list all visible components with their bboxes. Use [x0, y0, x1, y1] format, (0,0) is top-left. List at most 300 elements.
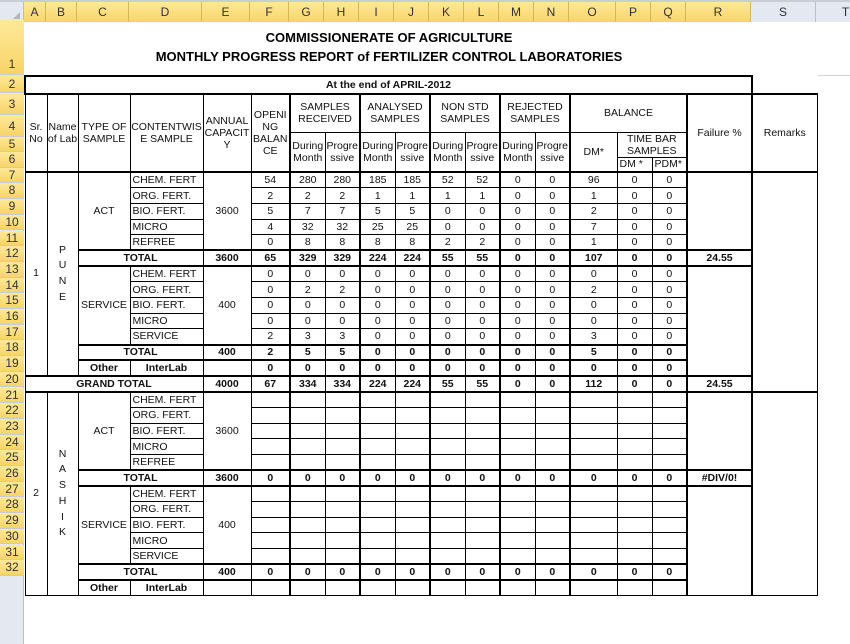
value-cell[interactable]: 0	[617, 203, 652, 219]
value-cell[interactable]: 0	[251, 313, 290, 329]
value-cell[interactable]: 0	[535, 470, 570, 486]
value-cell[interactable]: 25	[360, 219, 395, 235]
value-cell[interactable]	[500, 549, 535, 565]
value-cell[interactable]: 0	[251, 235, 290, 251]
row-header-12[interactable]: 12	[0, 246, 24, 262]
value-cell[interactable]	[652, 549, 687, 565]
value-cell[interactable]: 0	[430, 470, 465, 486]
row-header-26[interactable]: 26	[0, 466, 24, 482]
value-cell[interactable]	[251, 439, 290, 455]
value-cell[interactable]	[500, 392, 535, 408]
value-cell[interactable]: 0	[251, 266, 290, 282]
column-header-a[interactable]: A	[24, 2, 46, 22]
header-type-of-sample[interactable]: TYPE OF SAMPLE	[78, 94, 130, 172]
value-cell[interactable]	[360, 486, 395, 502]
value-cell[interactable]: 1	[395, 188, 430, 204]
value-cell[interactable]	[535, 407, 570, 423]
value-cell[interactable]: 0	[652, 282, 687, 298]
total-capacity[interactable]: 400	[203, 564, 251, 580]
value-cell[interactable]: 0	[652, 313, 687, 329]
grand-total-capacity[interactable]: 4000	[203, 376, 251, 392]
header-time-bar-samples[interactable]: TIME BAR SAMPLES	[617, 132, 687, 157]
value-cell[interactable]: 0	[535, 298, 570, 314]
value-cell[interactable]	[652, 517, 687, 533]
value-cell[interactable]: 5	[325, 345, 360, 361]
value-cell[interactable]: 67	[251, 376, 290, 392]
value-cell[interactable]: 8	[290, 235, 325, 251]
row-header-32[interactable]: 32	[0, 560, 24, 576]
value-cell[interactable]	[395, 423, 430, 439]
value-cell[interactable]	[465, 407, 500, 423]
value-cell[interactable]	[652, 501, 687, 517]
total-capacity[interactable]: 3600	[203, 250, 251, 266]
failure-cell[interactable]	[687, 172, 752, 250]
value-cell[interactable]: 0	[500, 219, 535, 235]
header-progressive[interactable]: Progre ssive	[535, 132, 570, 172]
value-cell[interactable]: 1	[465, 188, 500, 204]
value-cell[interactable]: 0	[325, 470, 360, 486]
value-cell[interactable]: 0	[535, 376, 570, 392]
value-cell[interactable]: 55	[465, 376, 500, 392]
value-cell[interactable]: 0	[430, 298, 465, 314]
value-cell[interactable]	[251, 501, 290, 517]
header-time-bar-dm[interactable]: DM *	[617, 157, 652, 172]
sr-no-cell[interactable]	[25, 172, 47, 376]
value-cell[interactable]	[430, 580, 465, 596]
content-item[interactable]: BIO. FERT.	[130, 517, 203, 533]
grand-total-failure[interactable]: 24.55	[687, 376, 752, 392]
value-cell[interactable]: 0	[652, 266, 687, 282]
value-cell[interactable]	[500, 439, 535, 455]
header-during-month[interactable]: During Month	[290, 132, 325, 172]
value-cell[interactable]: 0	[570, 470, 617, 486]
value-cell[interactable]: 112	[570, 376, 617, 392]
total-capacity[interactable]: 400	[203, 345, 251, 361]
value-cell[interactable]: 1	[570, 188, 617, 204]
header-during-month[interactable]: During Month	[500, 132, 535, 172]
value-cell[interactable]	[325, 533, 360, 549]
value-cell[interactable]: 0	[465, 219, 500, 235]
row-header-16[interactable]: 16	[0, 309, 24, 325]
value-cell[interactable]: 55	[430, 250, 465, 266]
header-balance-dm[interactable]: DM*	[570, 132, 617, 172]
row-header-11[interactable]: 11	[0, 231, 24, 247]
row-header-30[interactable]: 30	[0, 529, 24, 545]
value-cell[interactable]: 0	[535, 219, 570, 235]
value-cell[interactable]: 0	[430, 360, 465, 376]
value-cell[interactable]: 7	[570, 219, 617, 235]
value-cell[interactable]: 0	[617, 329, 652, 345]
value-cell[interactable]: 0	[500, 235, 535, 251]
row-header-31[interactable]: 31	[0, 545, 24, 561]
value-cell[interactable]: 0	[570, 298, 617, 314]
value-cell[interactable]: 0	[325, 298, 360, 314]
header-name-of-lab[interactable]: Name of Lab	[47, 94, 78, 172]
value-cell[interactable]: 0	[570, 360, 617, 376]
value-cell[interactable]	[395, 580, 430, 596]
capacity-service[interactable]: 400	[203, 266, 251, 344]
value-cell[interactable]	[360, 439, 395, 455]
value-cell[interactable]	[500, 407, 535, 423]
value-cell[interactable]: 0	[617, 282, 652, 298]
value-cell[interactable]: 0	[360, 266, 395, 282]
value-cell[interactable]: 0	[360, 329, 395, 345]
value-cell[interactable]	[290, 501, 325, 517]
blank-cell[interactable]	[203, 360, 251, 376]
value-cell[interactable]: 0	[652, 250, 687, 266]
value-cell[interactable]: 0	[465, 266, 500, 282]
value-cell[interactable]: 8	[395, 235, 430, 251]
value-cell[interactable]	[570, 392, 617, 408]
value-cell[interactable]: 0	[500, 266, 535, 282]
value-cell[interactable]: 0	[500, 360, 535, 376]
column-header-g[interactable]: G	[289, 2, 324, 22]
value-cell[interactable]	[535, 392, 570, 408]
value-cell[interactable]: 0	[430, 564, 465, 580]
value-cell[interactable]: 0	[290, 266, 325, 282]
value-cell[interactable]: 1	[430, 188, 465, 204]
value-cell[interactable]: 280	[290, 172, 325, 188]
type-service[interactable]: SERVICE	[78, 266, 130, 344]
value-cell[interactable]	[290, 392, 325, 408]
row-header-22[interactable]: 22	[0, 403, 24, 419]
value-cell[interactable]: 2	[570, 203, 617, 219]
value-cell[interactable]	[465, 533, 500, 549]
value-cell[interactable]	[465, 517, 500, 533]
value-cell[interactable]: 224	[360, 376, 395, 392]
value-cell[interactable]: 0	[617, 376, 652, 392]
value-cell[interactable]	[570, 454, 617, 470]
value-cell[interactable]	[325, 517, 360, 533]
value-cell[interactable]: 3	[325, 329, 360, 345]
row-header-25[interactable]: 25	[0, 450, 24, 466]
interlab-label[interactable]: InterLab	[130, 360, 203, 376]
value-cell[interactable]	[290, 486, 325, 502]
header-annual-capacity[interactable]: ANNUAL CAPACIT Y	[203, 94, 251, 172]
value-cell[interactable]	[465, 392, 500, 408]
value-cell[interactable]: 0	[535, 250, 570, 266]
value-cell[interactable]	[251, 407, 290, 423]
value-cell[interactable]	[652, 423, 687, 439]
column-header-b[interactable]: B	[46, 2, 77, 22]
row-header-5[interactable]: 5	[0, 137, 24, 152]
value-cell[interactable]: 0	[360, 564, 395, 580]
value-cell[interactable]	[395, 407, 430, 423]
value-cell[interactable]	[652, 407, 687, 423]
value-cell[interactable]: 0	[617, 235, 652, 251]
value-cell[interactable]: 0	[360, 313, 395, 329]
value-cell[interactable]	[325, 549, 360, 565]
value-cell[interactable]: 0	[500, 250, 535, 266]
failure-pct-value[interactable]: 24.55	[687, 250, 752, 266]
value-cell[interactable]: 0	[465, 360, 500, 376]
value-cell[interactable]	[570, 501, 617, 517]
value-cell[interactable]: 0	[535, 235, 570, 251]
value-cell[interactable]: 185	[395, 172, 430, 188]
value-cell[interactable]: 2	[251, 329, 290, 345]
content-item[interactable]: SERVICE	[130, 329, 203, 345]
total-label[interactable]: TOTAL	[78, 470, 203, 486]
value-cell[interactable]	[535, 580, 570, 596]
value-cell[interactable]: 52	[465, 172, 500, 188]
value-cell[interactable]	[251, 486, 290, 502]
column-header-e[interactable]: E	[202, 2, 250, 22]
value-cell[interactable]	[325, 580, 360, 596]
value-cell[interactable]: 0	[652, 298, 687, 314]
value-cell[interactable]: 5	[570, 345, 617, 361]
value-cell[interactable]: 0	[251, 360, 290, 376]
value-cell[interactable]: 334	[325, 376, 360, 392]
header-opening-balance[interactable]: OPENI NG BALAN CE	[251, 94, 290, 172]
content-item[interactable]: MICRO	[130, 533, 203, 549]
column-header-q[interactable]: Q	[651, 2, 686, 22]
value-cell[interactable]: 0	[617, 298, 652, 314]
value-cell[interactable]: 0	[465, 282, 500, 298]
row-header-28[interactable]: 28	[0, 497, 24, 513]
value-cell[interactable]: 2	[325, 188, 360, 204]
value-cell[interactable]: 0	[395, 282, 430, 298]
value-cell[interactable]: 0	[617, 360, 652, 376]
value-cell[interactable]: 55	[430, 376, 465, 392]
value-cell[interactable]	[465, 423, 500, 439]
header-remarks[interactable]: Remarks	[752, 94, 817, 172]
value-cell[interactable]: 4	[251, 219, 290, 235]
value-cell[interactable]: 0	[570, 564, 617, 580]
value-cell[interactable]: 224	[395, 250, 430, 266]
value-cell[interactable]: 1	[360, 188, 395, 204]
value-cell[interactable]	[325, 392, 360, 408]
value-cell[interactable]: 0	[290, 298, 325, 314]
column-header-o[interactable]: O	[569, 2, 616, 22]
value-cell[interactable]	[465, 549, 500, 565]
header-non-std-samples[interactable]: NON STD SAMPLES	[430, 94, 500, 132]
value-cell[interactable]: 0	[652, 376, 687, 392]
value-cell[interactable]	[395, 439, 430, 455]
value-cell[interactable]: 334	[290, 376, 325, 392]
value-cell[interactable]: 0	[290, 564, 325, 580]
content-item[interactable]: ORG. FERT.	[130, 407, 203, 423]
value-cell[interactable]: 0	[325, 266, 360, 282]
value-cell[interactable]: 0	[500, 203, 535, 219]
value-cell[interactable]: 0	[465, 298, 500, 314]
value-cell[interactable]: 0	[465, 470, 500, 486]
value-cell[interactable]: 0	[652, 345, 687, 361]
column-header-p[interactable]: P	[616, 2, 651, 22]
row-header-13[interactable]: 13	[0, 262, 24, 278]
header-contentwise-sample[interactable]: CONTENTWIS E SAMPLE	[130, 94, 203, 172]
value-cell[interactable]: 0	[360, 298, 395, 314]
value-cell[interactable]: 0	[652, 235, 687, 251]
value-cell[interactable]: 0	[617, 470, 652, 486]
content-item[interactable]: REFREE	[130, 454, 203, 470]
value-cell[interactable]	[465, 486, 500, 502]
row-header-29[interactable]: 29	[0, 513, 24, 529]
value-cell[interactable]: 65	[251, 250, 290, 266]
value-cell[interactable]: 0	[500, 172, 535, 188]
value-cell[interactable]: 2	[325, 282, 360, 298]
total-label[interactable]: TOTAL	[78, 250, 203, 266]
value-cell[interactable]: 0	[360, 360, 395, 376]
value-cell[interactable]	[535, 533, 570, 549]
value-cell[interactable]: 0	[500, 298, 535, 314]
content-item[interactable]: CHEM. FERT	[130, 172, 203, 188]
row-header-2[interactable]: 2	[0, 75, 24, 93]
value-cell[interactable]: 0	[535, 345, 570, 361]
value-cell[interactable]: 0	[290, 470, 325, 486]
value-cell[interactable]	[652, 580, 687, 596]
value-cell[interactable]: 2	[430, 235, 465, 251]
value-cell[interactable]: 0	[251, 470, 290, 486]
content-item[interactable]: SERVICE	[130, 549, 203, 565]
value-cell[interactable]: 3	[570, 329, 617, 345]
failure-pct-value[interactable]: #DIV/0!	[687, 470, 752, 486]
row-header-20[interactable]: 20	[0, 372, 24, 388]
value-cell[interactable]: 54	[251, 172, 290, 188]
value-cell[interactable]	[290, 454, 325, 470]
column-header-k[interactable]: K	[429, 2, 464, 22]
value-cell[interactable]	[395, 533, 430, 549]
column-header-f[interactable]: F	[250, 2, 289, 22]
value-cell[interactable]: 0	[395, 470, 430, 486]
content-item[interactable]: MICRO	[130, 439, 203, 455]
blank-cell[interactable]	[203, 580, 251, 596]
value-cell[interactable]: 0	[360, 470, 395, 486]
value-cell[interactable]: 0	[395, 298, 430, 314]
value-cell[interactable]: 2	[290, 188, 325, 204]
value-cell[interactable]	[251, 549, 290, 565]
column-header-i[interactable]: I	[359, 2, 394, 22]
value-cell[interactable]: 8	[360, 235, 395, 251]
remarks-cell[interactable]	[752, 392, 817, 596]
value-cell[interactable]	[360, 580, 395, 596]
type-service[interactable]: SERVICE	[78, 486, 130, 564]
value-cell[interactable]: 0	[535, 203, 570, 219]
row-header-21[interactable]: 21	[0, 388, 24, 404]
total-label[interactable]: TOTAL	[78, 345, 203, 361]
value-cell[interactable]	[617, 549, 652, 565]
header-during-month[interactable]: During Month	[360, 132, 395, 172]
column-header-d[interactable]: D	[129, 2, 202, 22]
value-cell[interactable]: 32	[325, 219, 360, 235]
value-cell[interactable]: 0	[652, 470, 687, 486]
value-cell[interactable]	[325, 486, 360, 502]
row-header-24[interactable]: 24	[0, 435, 24, 451]
value-cell[interactable]	[251, 580, 290, 596]
value-cell[interactable]	[465, 580, 500, 596]
column-header-n[interactable]: N	[534, 2, 569, 22]
row-header-8[interactable]: 8	[0, 183, 24, 199]
value-cell[interactable]: 0	[395, 345, 430, 361]
select-all-button[interactable]	[0, 2, 24, 22]
value-cell[interactable]: 0	[617, 172, 652, 188]
value-cell[interactable]	[500, 423, 535, 439]
value-cell[interactable]	[325, 423, 360, 439]
row-header-19[interactable]: 19	[0, 356, 24, 372]
failure-cell[interactable]	[687, 486, 752, 596]
value-cell[interactable]	[465, 454, 500, 470]
header-progressive[interactable]: Progre ssive	[465, 132, 500, 172]
content-item[interactable]: CHEM. FERT	[130, 266, 203, 282]
value-cell[interactable]	[430, 454, 465, 470]
failure-cell[interactable]	[687, 266, 752, 376]
value-cell[interactable]	[430, 407, 465, 423]
interlab-label[interactable]: InterLab	[130, 580, 203, 596]
total-capacity[interactable]: 3600	[203, 470, 251, 486]
header-progressive[interactable]: Progre ssive	[325, 132, 360, 172]
value-cell[interactable]: 0	[535, 360, 570, 376]
period-label[interactable]: At the end of APRIL-2012	[25, 76, 752, 94]
value-cell[interactable]	[535, 454, 570, 470]
column-header-m[interactable]: M	[499, 2, 534, 22]
value-cell[interactable]	[290, 423, 325, 439]
value-cell[interactable]	[430, 549, 465, 565]
value-cell[interactable]: 0	[360, 345, 395, 361]
value-cell[interactable]: 0	[465, 329, 500, 345]
value-cell[interactable]: 224	[360, 250, 395, 266]
value-cell[interactable]: 0	[465, 203, 500, 219]
column-header-t[interactable]: T	[816, 2, 850, 22]
type-act[interactable]: ACT	[78, 392, 130, 470]
value-cell[interactable]: 0	[360, 282, 395, 298]
capacity-act[interactable]: 3600	[203, 172, 251, 250]
row-header-17[interactable]: 17	[0, 325, 24, 341]
value-cell[interactable]	[500, 517, 535, 533]
content-item[interactable]: ORG. FERT.	[130, 188, 203, 204]
value-cell[interactable]: 0	[325, 564, 360, 580]
value-cell[interactable]	[500, 533, 535, 549]
value-cell[interactable]: 5	[290, 345, 325, 361]
content-item[interactable]: MICRO	[130, 313, 203, 329]
value-cell[interactable]	[652, 533, 687, 549]
column-header-l[interactable]: L	[464, 2, 499, 22]
value-cell[interactable]: 0	[500, 313, 535, 329]
value-cell[interactable]	[570, 486, 617, 502]
column-header-r[interactable]: R	[686, 2, 751, 22]
header-rejected-samples[interactable]: REJECTED SAMPLES	[500, 94, 570, 132]
row-header-6[interactable]: 6	[0, 152, 24, 168]
content-item[interactable]: CHEM. FERT	[130, 392, 203, 408]
value-cell[interactable]	[465, 439, 500, 455]
value-cell[interactable]	[652, 439, 687, 455]
value-cell[interactable]	[395, 486, 430, 502]
value-cell[interactable]: 0	[652, 219, 687, 235]
value-cell[interactable]: 0	[617, 188, 652, 204]
value-cell[interactable]: 0	[430, 313, 465, 329]
value-cell[interactable]: 0	[395, 329, 430, 345]
value-cell[interactable]	[430, 486, 465, 502]
row-header-27[interactable]: 27	[0, 482, 24, 498]
row-header-1[interactable]: 1	[0, 20, 24, 75]
value-cell[interactable]: 0	[617, 219, 652, 235]
value-cell[interactable]	[430, 533, 465, 549]
content-item[interactable]: REFREE	[130, 235, 203, 251]
value-cell[interactable]	[617, 423, 652, 439]
value-cell[interactable]	[570, 580, 617, 596]
value-cell[interactable]	[500, 486, 535, 502]
header-time-bar-pdm[interactable]: PDM*	[652, 157, 687, 172]
column-header-c[interactable]: C	[77, 2, 129, 22]
value-cell[interactable]	[360, 517, 395, 533]
value-cell[interactable]: 0	[465, 313, 500, 329]
value-cell[interactable]: 0	[500, 329, 535, 345]
value-cell[interactable]: 0	[535, 266, 570, 282]
value-cell[interactable]: 8	[325, 235, 360, 251]
row-header-14[interactable]: 14	[0, 278, 24, 294]
value-cell[interactable]	[360, 549, 395, 565]
value-cell[interactable]	[500, 580, 535, 596]
value-cell[interactable]	[325, 407, 360, 423]
value-cell[interactable]: 0	[617, 564, 652, 580]
